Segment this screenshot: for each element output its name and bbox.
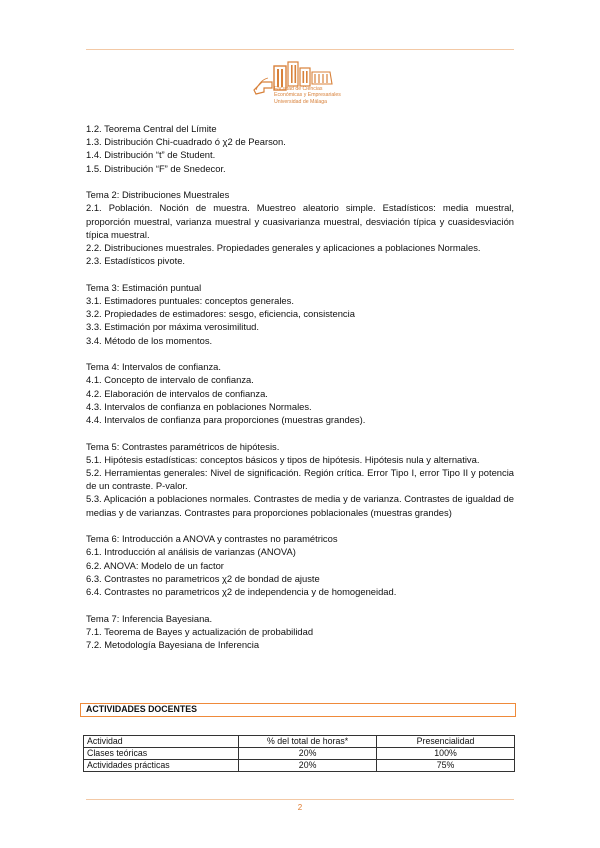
syllabus-item: 1.4. Distribución “t” de Student. [86,149,216,161]
syllabus-item: 6.2. ANOVA: Modelo de un factor [86,559,224,571]
table-header-cell: % del total de horas* [239,736,377,748]
table-row [84,760,515,772]
syllabus-item: 1.2. Teorema Central del Límite [86,123,217,134]
tema-title: Tema 6: Introducción a ANOVA y contrastes no paramétricos [86,533,338,545]
syllabus-item: 1.3. Distribución Chi-cuadrado ó χ2 de Pearson. [86,136,286,148]
syllabus-item: 2.3. Estadísticos pivote. [86,255,186,267]
tema-title: Tema 4: Intervalos de confianza. [86,361,221,373]
syllabus-item: 3.4. Método de los momentos. [86,334,213,346]
footer-rule [86,799,514,800]
table-header-cell: Actividad [84,736,239,748]
header-rule [86,49,514,50]
syllabus-item: 7.1. Teorema de Bayes y actualización de probabilidad [86,625,314,637]
section-title-actividades: ACTIVIDADES DOCENTES [80,703,516,717]
syllabus-item: 4.3. Intervalos de confianza en poblaciones Normales. [86,400,312,412]
tema-title: Tema 3: Estimación puntual [86,281,202,293]
syllabus-item: 4.2. Elaboración de intervalos de confianza. [86,387,268,399]
syllabus-item: 4.1. Concepto de intervalo de confianza. [86,374,254,386]
syllabus-item: 3.1. Estimadores puntuales: conceptos generales. [86,295,294,307]
tema-title: Tema 7: Inferencia Bayesiana. [86,612,213,624]
syllabus-item: 5.1. Hipótesis estadísticas: conceptos básicos y tipos de hipótesis. Hipótesis nula y alternativa. [86,453,480,465]
table-cell: Clases teóricas [84,748,239,760]
logo-line-3: Universidad de Málaga [274,98,328,105]
syllabus-item: 2.1. Población. Noción de muestra. Muestreo aleatorio simple. Estadísticos: media muestral, proporción muestral, varianza muestral y cuasivarianza muestral, desviación típica y cuasidesviación típica muestral. [86,202,514,240]
syllabus-item: 4.4. Intervalos de confianza para proporciones (muestras grandes). [86,414,366,426]
page-number: 2 [297,803,303,812]
syllabus-item: 6.1. Introducción al análisis de varianzas (ANOVA) [86,546,296,558]
tema-title: Tema 2: Distribuciones Muestrales [86,189,230,201]
table-cell: 100% [377,748,515,760]
syllabus-item: 1.5. Distribución “F” de Snedecor. [86,162,226,174]
syllabus-item: 5.2. Herramientas generales: Nivel de significación. Región crítica. Error Tipo I, error Tipo II y potencia de un contraste. P-valor. [86,467,514,492]
table-header-row [84,736,515,748]
syllabus-item: 5.3. Aplicación a poblaciones normales. Contrastes de media y de varianza. Contrastes de igualdad de medias y de varianzas. Contrastes para proporciones poblacionales (muestras grandes) [86,493,514,518]
syllabus-item: 6.4. Contrastes no parametricos χ2 de independencia y de homogeneidad. [86,586,397,598]
syllabus-item: 6.3. Contrastes no parametricos χ2 de bondad de ajuste [86,572,320,584]
syllabus-item: 2.2. Distribuciones muestrales. Propiedades generales y aplicaciones a poblaciones Normales. [86,242,481,254]
logo-line-1: Facultad de Ciencias [274,86,323,92]
syllabus-item: 3.3. Estimación por máxima verosimilitud. [86,321,259,333]
logo-line-2: Económicas y Empresariales [274,92,341,99]
table-cell: 75% [377,760,515,772]
table-row [84,748,515,760]
syllabus-item: 7.2. Metodología Bayesiana de Inferencia [86,639,260,651]
table-header-cell: Presencialidad [377,736,515,748]
faculty-logo-text [274,86,340,105]
table-cell: 20% [239,748,377,760]
table-cell: 20% [239,760,377,772]
syllabus-item: 3.2. Propiedades de estimadores: sesgo, eficiencia, consistencia [86,308,355,320]
syllabus-content [86,122,514,651]
activities-table [83,735,515,772]
tema-title: Tema 5: Contrastes paramétricos de hipótesis. [86,440,280,452]
table-cell: Actividades prácticas [84,760,239,772]
